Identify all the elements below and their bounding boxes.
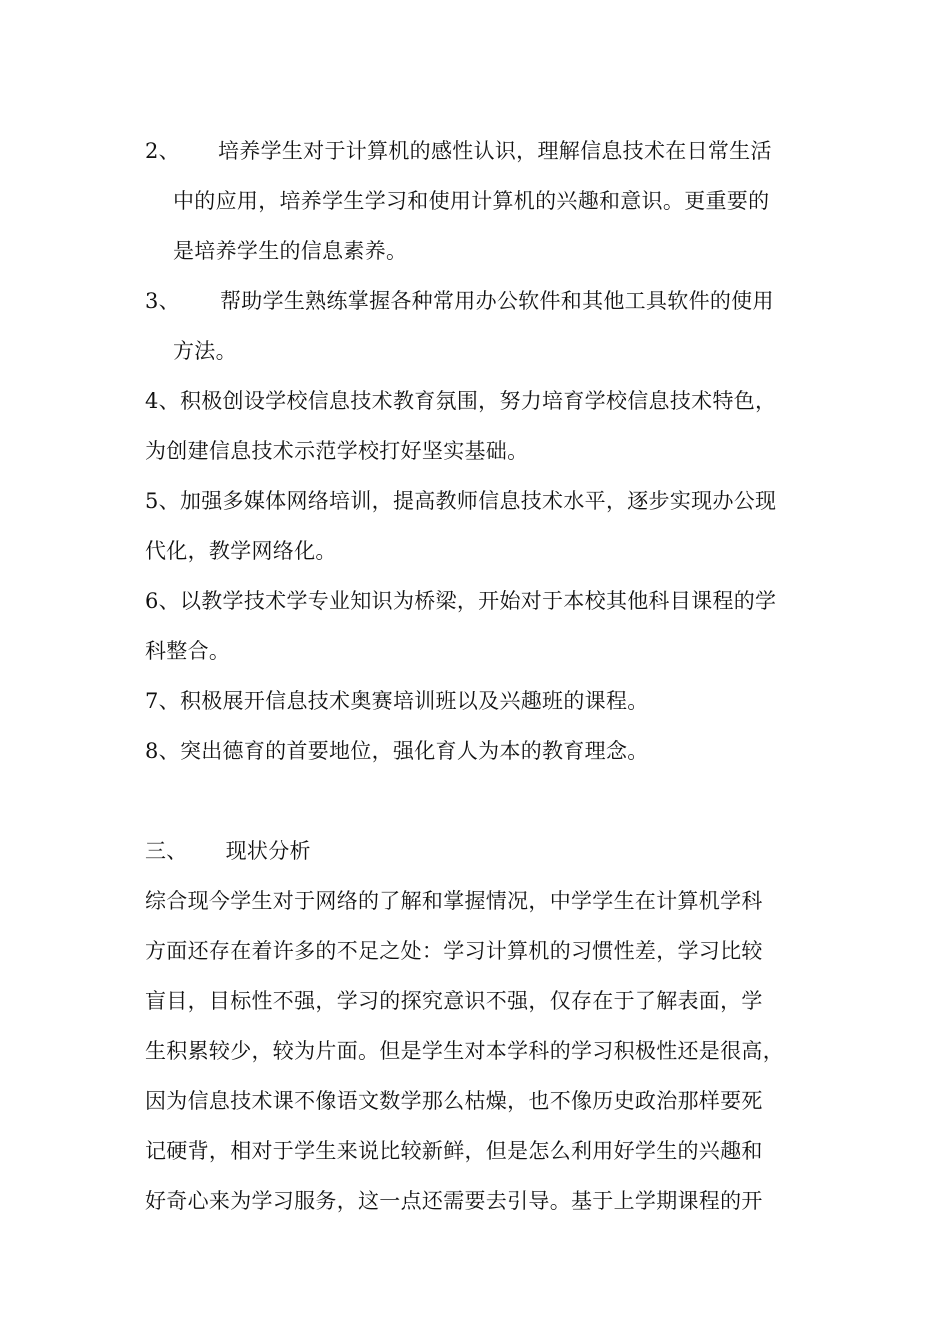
- paragraph-line: 方面还存在着许多的不足之处：学习计算机的习惯性差，学习比较: [145, 939, 763, 963]
- paragraph-line: 生积累较少，较为片面。但是学生对本学科的学习积极性还是很高，: [145, 1039, 784, 1063]
- list-item-number: 2、: [145, 139, 180, 163]
- list-item-6-line-2: 科整合。: [145, 639, 231, 663]
- list-item-2-line-1: [145, 136, 772, 166]
- list-item-6-line-1: 6、以教学技术学专业知识为桥梁，开始对于本校其他科目课程的学: [145, 589, 777, 613]
- list-item-text: 帮助学生熟练掌握各种常用办公软件和其他工具软件的使用: [219, 289, 774, 313]
- list-item-number: 3、: [145, 289, 180, 313]
- list-item-8-line-1: 8、突出德育的首要地位，强化育人为本的教育理念。: [145, 739, 649, 763]
- list-item-2-line-2: 中的应用，培养学生学习和使用计算机的兴趣和意识。更重要的: [173, 189, 770, 213]
- paragraph-line: 好奇心来为学习服务，这一点还需要去引导。基于上学期课程的开: [145, 1189, 763, 1213]
- paragraph-line: 因为信息技术课不像语文数学那么枯燥，也不像历史政治那样要死: [145, 1089, 763, 1113]
- list-item-text: 培养学生对于计算机的感性认识，理解信息技术在日常生活: [217, 139, 772, 163]
- section-heading: [145, 836, 311, 866]
- paragraph-line: 综合现今学生对于网络的了解和掌握情况，中学学生在计算机学科: [145, 889, 763, 913]
- list-item-4-line-2: 为创建信息技术示范学校打好坚实基础。: [145, 439, 529, 463]
- section-title: 现状分析: [225, 839, 311, 863]
- paragraph-line: 记硬背，相对于学生来说比较新鲜，但是怎么利用好学生的兴趣和: [145, 1139, 763, 1163]
- list-item-3-line-1: [145, 286, 774, 316]
- list-item-5-line-1: 5、加强多媒体网络培训，提高教师信息技术水平，逐步实现办公现: [145, 489, 777, 513]
- list-item-3-line-2: 方法。: [173, 339, 237, 363]
- list-item-5-line-2: 代化，教学网络化。: [145, 539, 337, 563]
- list-item-7-line-1: 7、积极展开信息技术奥赛培训班以及兴趣班的课程。: [145, 689, 649, 713]
- list-item-2-line-3: 是培养学生的信息素养。: [173, 239, 408, 263]
- section-number: 三、: [145, 839, 188, 863]
- list-item-4-line-1: 4、积极创设学校信息技术教育氛围，努力培育学校信息技术特色，: [145, 389, 777, 413]
- paragraph-line: 盲目，目标性不强，学习的探究意识不强，仅存在于了解表面，学: [145, 989, 763, 1013]
